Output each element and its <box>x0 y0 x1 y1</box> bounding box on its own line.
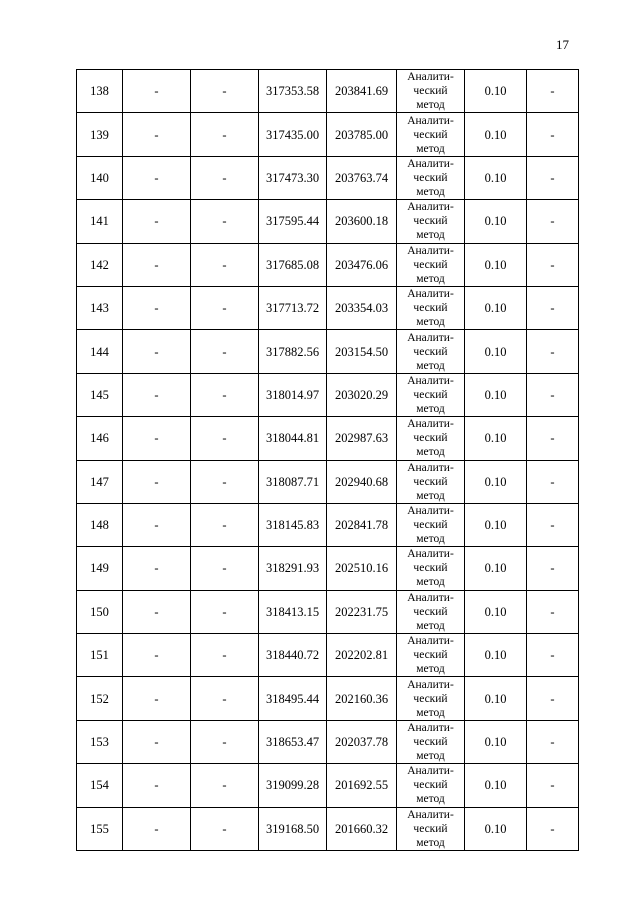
note-cell: - <box>527 807 579 850</box>
table-row <box>77 764 579 807</box>
method-text-line: ческий <box>413 649 448 662</box>
method-text-line: метод <box>416 619 445 632</box>
method-text-line: ческий <box>413 345 448 358</box>
y-coordinate-cell: 203785.00 <box>327 113 397 156</box>
method-cell <box>397 720 465 763</box>
method-text-line: Аналити- <box>407 157 454 170</box>
note-cell: - <box>527 503 579 546</box>
point-number-cell: 148 <box>77 503 123 546</box>
x-coordinate-cell: 318495.44 <box>259 677 327 720</box>
x-coordinate-cell: 318653.47 <box>259 720 327 763</box>
method-cell <box>397 286 465 329</box>
note-cell: - <box>527 373 579 416</box>
empty-dash-cell: - <box>123 677 191 720</box>
empty-dash-cell: - <box>191 243 259 286</box>
method-cell <box>397 113 465 156</box>
y-coordinate-cell: 202202.81 <box>327 634 397 677</box>
precision-cell: 0.10 <box>465 286 527 329</box>
point-number-cell: 141 <box>77 200 123 243</box>
x-coordinate-cell: 318145.83 <box>259 503 327 546</box>
y-coordinate-cell: 201692.55 <box>327 764 397 807</box>
method-text-line: ческий <box>413 215 448 228</box>
point-number-cell: 138 <box>77 70 123 113</box>
table-row <box>77 243 579 286</box>
method-cell <box>397 590 465 633</box>
x-coordinate-cell: 319168.50 <box>259 807 327 850</box>
method-text-line: Аналити- <box>407 808 454 821</box>
y-coordinate-cell: 203354.03 <box>327 286 397 329</box>
point-number-cell: 150 <box>77 590 123 633</box>
empty-dash-cell: - <box>123 373 191 416</box>
x-coordinate-cell: 317882.56 <box>259 330 327 373</box>
precision-cell: 0.10 <box>465 720 527 763</box>
empty-dash-cell: - <box>191 70 259 113</box>
method-text-line: ческий <box>413 85 448 98</box>
empty-dash-cell: - <box>191 807 259 850</box>
method-text-line: Аналити- <box>407 765 454 778</box>
method-cell <box>397 634 465 677</box>
y-coordinate-cell: 203154.50 <box>327 330 397 373</box>
x-coordinate-cell: 317595.44 <box>259 200 327 243</box>
precision-cell: 0.10 <box>465 70 527 113</box>
point-number-cell: 139 <box>77 113 123 156</box>
table-row <box>77 113 579 156</box>
method-text-line: метод <box>416 446 445 459</box>
note-cell: - <box>527 113 579 156</box>
y-coordinate-cell: 202841.78 <box>327 503 397 546</box>
method-text-line: Аналити- <box>407 548 454 561</box>
point-number-cell: 140 <box>77 156 123 199</box>
x-coordinate-cell: 318087.71 <box>259 460 327 503</box>
method-text-line: метод <box>416 99 445 112</box>
point-number-cell: 151 <box>77 634 123 677</box>
empty-dash-cell: - <box>191 373 259 416</box>
point-number-cell: 149 <box>77 547 123 590</box>
method-text-line: метод <box>416 663 445 676</box>
y-coordinate-cell: 203600.18 <box>327 200 397 243</box>
y-coordinate-cell: 202987.63 <box>327 417 397 460</box>
precision-cell: 0.10 <box>465 590 527 633</box>
point-number-cell: 153 <box>77 720 123 763</box>
empty-dash-cell: - <box>123 70 191 113</box>
precision-cell: 0.10 <box>465 373 527 416</box>
precision-cell: 0.10 <box>465 460 527 503</box>
method-text-line: ческий <box>413 128 448 141</box>
empty-dash-cell: - <box>123 156 191 199</box>
method-text-line: Аналити- <box>407 71 454 84</box>
method-text-line: ческий <box>413 388 448 401</box>
table-row <box>77 807 579 850</box>
note-cell: - <box>527 634 579 677</box>
method-text-line: ческий <box>413 605 448 618</box>
method-text-line: ческий <box>413 302 448 315</box>
note-cell: - <box>527 417 579 460</box>
empty-dash-cell: - <box>123 113 191 156</box>
empty-dash-cell: - <box>191 156 259 199</box>
empty-dash-cell: - <box>191 677 259 720</box>
method-cell <box>397 547 465 590</box>
y-coordinate-cell: 202231.75 <box>327 590 397 633</box>
method-cell <box>397 417 465 460</box>
method-text-line: метод <box>416 402 445 415</box>
empty-dash-cell: - <box>191 503 259 546</box>
empty-dash-cell: - <box>123 764 191 807</box>
empty-dash-cell: - <box>191 200 259 243</box>
x-coordinate-cell: 317473.30 <box>259 156 327 199</box>
empty-dash-cell: - <box>123 634 191 677</box>
empty-dash-cell: - <box>191 764 259 807</box>
y-coordinate-cell: 202037.78 <box>327 720 397 763</box>
x-coordinate-cell: 319099.28 <box>259 764 327 807</box>
empty-dash-cell: - <box>123 330 191 373</box>
method-text-line: Аналити- <box>407 591 454 604</box>
method-text-line: ческий <box>413 519 448 532</box>
method-text-line: метод <box>416 229 445 242</box>
note-cell: - <box>527 590 579 633</box>
method-text-line: Аналити- <box>407 678 454 691</box>
empty-dash-cell: - <box>191 330 259 373</box>
y-coordinate-cell: 203841.69 <box>327 70 397 113</box>
empty-dash-cell: - <box>123 590 191 633</box>
method-cell <box>397 330 465 373</box>
precision-cell: 0.10 <box>465 764 527 807</box>
method-text-line: ческий <box>413 171 448 184</box>
method-text-line: Аналити- <box>407 635 454 648</box>
method-text-line: ческий <box>413 736 448 749</box>
note-cell: - <box>527 70 579 113</box>
method-text-line: метод <box>416 576 445 589</box>
table-row <box>77 70 579 113</box>
y-coordinate-cell: 203763.74 <box>327 156 397 199</box>
precision-cell: 0.10 <box>465 243 527 286</box>
table-body <box>77 70 579 851</box>
y-coordinate-cell: 201660.32 <box>327 807 397 850</box>
point-number-cell: 154 <box>77 764 123 807</box>
point-number-cell: 152 <box>77 677 123 720</box>
note-cell: - <box>527 156 579 199</box>
note-cell: - <box>527 460 579 503</box>
point-number-cell: 144 <box>77 330 123 373</box>
empty-dash-cell: - <box>191 113 259 156</box>
note-cell: - <box>527 764 579 807</box>
method-text-line: Аналити- <box>407 418 454 431</box>
point-number-cell: 155 <box>77 807 123 850</box>
method-text-line: ческий <box>413 258 448 271</box>
y-coordinate-cell: 203020.29 <box>327 373 397 416</box>
method-text-line: метод <box>416 359 445 372</box>
empty-dash-cell: - <box>123 503 191 546</box>
point-number-cell: 145 <box>77 373 123 416</box>
point-number-cell: 142 <box>77 243 123 286</box>
method-cell <box>397 764 465 807</box>
table-row <box>77 417 579 460</box>
table-row <box>77 330 579 373</box>
x-coordinate-cell: 317685.08 <box>259 243 327 286</box>
empty-dash-cell: - <box>123 720 191 763</box>
x-coordinate-cell: 318014.97 <box>259 373 327 416</box>
empty-dash-cell: - <box>191 286 259 329</box>
method-text-line: ческий <box>413 562 448 575</box>
precision-cell: 0.10 <box>465 634 527 677</box>
note-cell: - <box>527 330 579 373</box>
point-number-cell: 147 <box>77 460 123 503</box>
method-text-line: ческий <box>413 432 448 445</box>
y-coordinate-cell: 202940.68 <box>327 460 397 503</box>
note-cell: - <box>527 286 579 329</box>
empty-dash-cell: - <box>191 634 259 677</box>
method-cell <box>397 807 465 850</box>
table-row <box>77 373 579 416</box>
note-cell: - <box>527 547 579 590</box>
method-text-line: метод <box>416 793 445 806</box>
method-text-line: Аналити- <box>407 201 454 214</box>
method-text-line: Аналити- <box>407 114 454 127</box>
method-cell <box>397 503 465 546</box>
empty-dash-cell: - <box>123 200 191 243</box>
page-number: 17 <box>556 37 569 52</box>
precision-cell: 0.10 <box>465 807 527 850</box>
precision-cell: 0.10 <box>465 547 527 590</box>
empty-dash-cell: - <box>123 807 191 850</box>
method-text-line: Аналити- <box>407 331 454 344</box>
method-text-line: метод <box>416 316 445 329</box>
precision-cell: 0.10 <box>465 200 527 243</box>
x-coordinate-cell: 318291.93 <box>259 547 327 590</box>
empty-dash-cell: - <box>123 286 191 329</box>
empty-dash-cell: - <box>123 547 191 590</box>
method-cell <box>397 243 465 286</box>
method-text-line: Аналити- <box>407 374 454 387</box>
x-coordinate-cell: 317435.00 <box>259 113 327 156</box>
method-text-line: метод <box>416 706 445 719</box>
method-text-line: ческий <box>413 475 448 488</box>
method-text-line: метод <box>416 489 445 502</box>
empty-dash-cell: - <box>191 720 259 763</box>
y-coordinate-cell: 203476.06 <box>327 243 397 286</box>
empty-dash-cell: - <box>123 243 191 286</box>
precision-cell: 0.10 <box>465 417 527 460</box>
note-cell: - <box>527 200 579 243</box>
method-text-line: Аналити- <box>407 244 454 257</box>
y-coordinate-cell: 202160.36 <box>327 677 397 720</box>
point-number-cell: 143 <box>77 286 123 329</box>
table-row <box>77 503 579 546</box>
method-text-line: метод <box>416 750 445 763</box>
method-text-line: ческий <box>413 822 448 835</box>
x-coordinate-cell: 318413.15 <box>259 590 327 633</box>
empty-dash-cell: - <box>191 417 259 460</box>
x-coordinate-cell: 317713.72 <box>259 286 327 329</box>
table-row <box>77 460 579 503</box>
table-row <box>77 677 579 720</box>
method-cell <box>397 373 465 416</box>
empty-dash-cell: - <box>191 547 259 590</box>
x-coordinate-cell: 318440.72 <box>259 634 327 677</box>
method-text-line: Аналити- <box>407 288 454 301</box>
note-cell: - <box>527 243 579 286</box>
method-cell <box>397 677 465 720</box>
method-text-line: ческий <box>413 692 448 705</box>
table-row <box>77 547 579 590</box>
precision-cell: 0.10 <box>465 113 527 156</box>
coordinates-table <box>76 69 579 851</box>
empty-dash-cell: - <box>123 417 191 460</box>
precision-cell: 0.10 <box>465 503 527 546</box>
table-row <box>77 634 579 677</box>
empty-dash-cell: - <box>123 460 191 503</box>
method-text-line: метод <box>416 836 445 849</box>
method-text-line: метод <box>416 533 445 546</box>
x-coordinate-cell: 317353.58 <box>259 70 327 113</box>
note-cell: - <box>527 677 579 720</box>
method-cell <box>397 200 465 243</box>
method-cell <box>397 156 465 199</box>
note-cell: - <box>527 720 579 763</box>
precision-cell: 0.10 <box>465 156 527 199</box>
method-cell <box>397 70 465 113</box>
method-text-line: метод <box>416 185 445 198</box>
method-text-line: Аналити- <box>407 722 454 735</box>
table-row <box>77 156 579 199</box>
empty-dash-cell: - <box>191 590 259 633</box>
table-row <box>77 720 579 763</box>
method-text-line: Аналити- <box>407 461 454 474</box>
table-row <box>77 200 579 243</box>
method-text-line: метод <box>416 272 445 285</box>
point-number-cell: 146 <box>77 417 123 460</box>
table-row <box>77 590 579 633</box>
table-row <box>77 286 579 329</box>
empty-dash-cell: - <box>191 460 259 503</box>
method-cell <box>397 460 465 503</box>
x-coordinate-cell: 318044.81 <box>259 417 327 460</box>
method-text-line: Аналити- <box>407 505 454 518</box>
precision-cell: 0.10 <box>465 677 527 720</box>
method-text-line: ческий <box>413 779 448 792</box>
precision-cell: 0.10 <box>465 330 527 373</box>
method-text-line: метод <box>416 142 445 155</box>
y-coordinate-cell: 202510.16 <box>327 547 397 590</box>
